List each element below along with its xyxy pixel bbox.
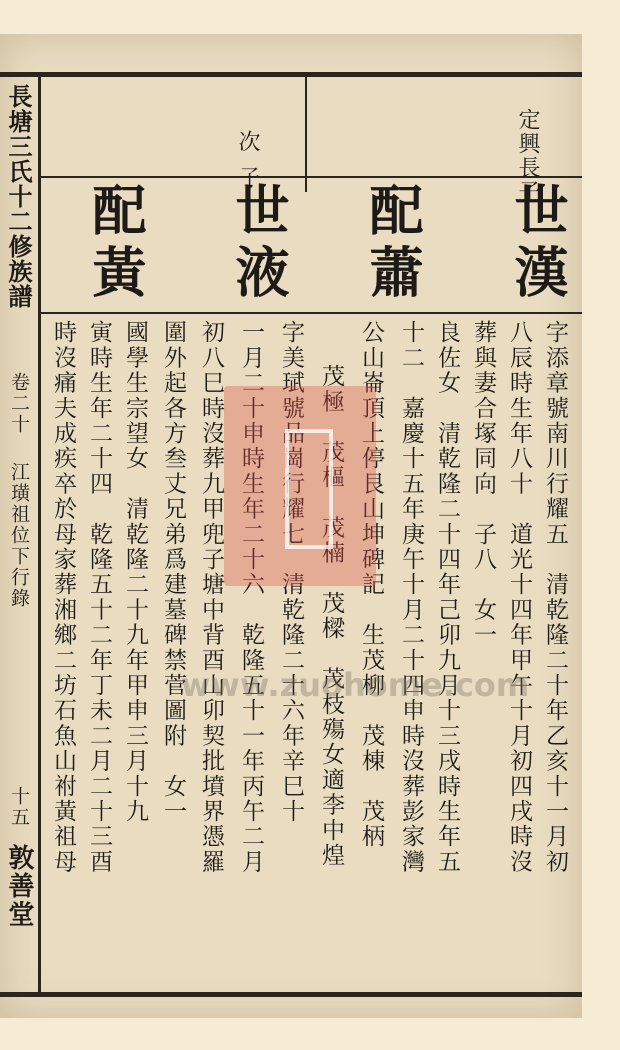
- entry1-line-6: 公山崙頂上停艮山坤碑記 生茂柳 茂棟 茂柄: [358, 320, 384, 850]
- entry1-name: 世漢: [506, 182, 570, 306]
- genealogy-page: [0, 34, 582, 1018]
- branch-line: 江璜祖位下行錄: [8, 462, 30, 609]
- page-number: 十五: [8, 786, 30, 828]
- entry1-line-4: 良佐女 清乾隆二十四年己卯九月十三戌時生年五: [434, 320, 460, 875]
- entry1-line-1: 字添章號南川行耀五 清乾隆二十年乙亥十一月初: [542, 320, 568, 875]
- entry2-line-2: 一月二十申時生年二十六 乾隆五十一年丙午二月: [238, 320, 264, 875]
- entry1-line-2: 八辰時生年八十 道光十四年甲午十月初四戌時沒: [506, 320, 532, 875]
- entry2-line-7: 時沒痛夫成疾卒於母家葬湘鄉二坊石魚山祔黃祖母: [50, 320, 76, 875]
- seal-mark: [285, 429, 333, 549]
- entry2-line-3: 初八巳時沒葬九甲兜子塘中背酉山卯契批墳界憑羅: [198, 320, 224, 875]
- entry2-line-1: 字美珷號品崗行耀七 清乾隆二十六年辛巳十: [278, 320, 304, 824]
- entry-divider: [305, 72, 307, 192]
- top-border: [0, 72, 582, 77]
- margin-divider: [38, 72, 41, 997]
- volume-line: 卷二十: [8, 372, 30, 435]
- name-block-divider: [41, 312, 582, 314]
- entry2-name: 世液: [227, 182, 291, 306]
- watermark: www.zuohome.com: [180, 666, 530, 704]
- header-divider: [41, 176, 582, 178]
- header-right-label: 定興長子: [515, 108, 540, 204]
- entry2-spouse: 配黃: [84, 182, 148, 306]
- entry1-line-5: 十二 嘉慶十五年庚午十月二十四申時沒葬彭家灣: [398, 320, 424, 875]
- margin-title: 長塘三氏十二修族譜: [4, 84, 33, 309]
- hall-name-ornament: 敦善堂: [4, 844, 34, 929]
- entry2-line-6: 寅時生年二十四 乾隆五十二年丁未二月二十三酉: [86, 320, 112, 875]
- entry2-line-4: 圍外起各方叁丈兄弟爲建墓碑禁菅圖附 女一: [160, 320, 186, 824]
- bottom-border: [0, 992, 582, 997]
- header-left-label: 次子: [235, 130, 260, 202]
- entry2-line-5: 國學生宗望女 清乾隆二十九年甲申三月十九: [122, 320, 148, 824]
- entry1-line-7: 茂極 茂樞 茂楠 茂樑 茂枝殤女適李中煌: [318, 364, 344, 868]
- entry1-spouse: 配蕭: [361, 182, 425, 306]
- entry1-line-3: 葬與妻合塚同向 子八 女一: [470, 320, 496, 648]
